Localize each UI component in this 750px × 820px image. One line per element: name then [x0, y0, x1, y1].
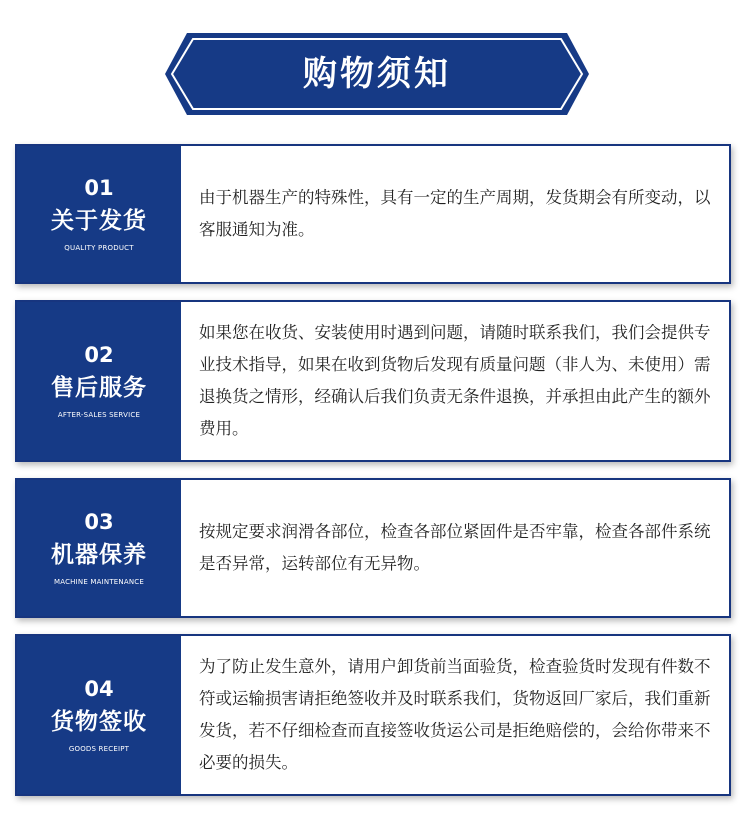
section-title: 货物签收 [51, 709, 147, 735]
section-body [181, 636, 729, 794]
section-subtitle: QUALITY PRODUCT [64, 244, 134, 252]
section-subtitle: MACHINE MAINTENANCE [53, 578, 144, 586]
section-card-receipt [15, 634, 731, 796]
section-text: 由于机器生产的特殊性，具有一定的生产周期，发货期会有所变动，以客服通知为准。 [199, 188, 711, 239]
section-title: 关于发货 [51, 208, 147, 234]
section-title: 售后服务 [51, 375, 147, 401]
section-header [17, 302, 181, 460]
section-number: 03 [84, 510, 114, 534]
section-body [181, 146, 729, 282]
section-number: 04 [84, 677, 114, 701]
section-text: 按规定要求润滑各部位，检查各部位紧固件是否牢靠，检查各部件系统是否异常，运转部位有无异物。 [199, 522, 711, 573]
section-text: 为了防止发生意外，请用户卸货前当面验货，检查验货时发现有件数不符或运输损害请拒绝签收并及时联系我们，货物返回厂家后，我们重新发货，若不仔细检查而直接签收货运公司是拒绝赔偿的，会给你带来不必要的损失。 [199, 657, 711, 772]
section-header [17, 636, 181, 794]
section-header [17, 480, 181, 616]
section-header [17, 146, 181, 282]
section-body [181, 480, 729, 616]
title-banner [165, 33, 589, 115]
section-subtitle: GOODS RECEIPT [68, 745, 130, 753]
section-title: 机器保养 [51, 542, 147, 568]
section-card-after-sales [15, 300, 731, 462]
section-subtitle: AFTER-SALES SERVICE [57, 411, 141, 419]
section-number: 02 [84, 343, 114, 367]
section-body [181, 302, 729, 460]
section-number: 01 [84, 176, 114, 200]
page-title: 购物须知 [303, 54, 451, 94]
section-card-shipping [15, 144, 731, 284]
section-text: 如果您在收货、安装使用时遇到问题，请随时联系我们，我们会提供专业技术指导，如果在收到货物后发现有质量问题（非人为、未使用）需退换货之情形，经确认后我们负责无条件退换，并承担由此产生的额外费用。 [199, 323, 711, 438]
section-card-maintenance [15, 478, 731, 618]
